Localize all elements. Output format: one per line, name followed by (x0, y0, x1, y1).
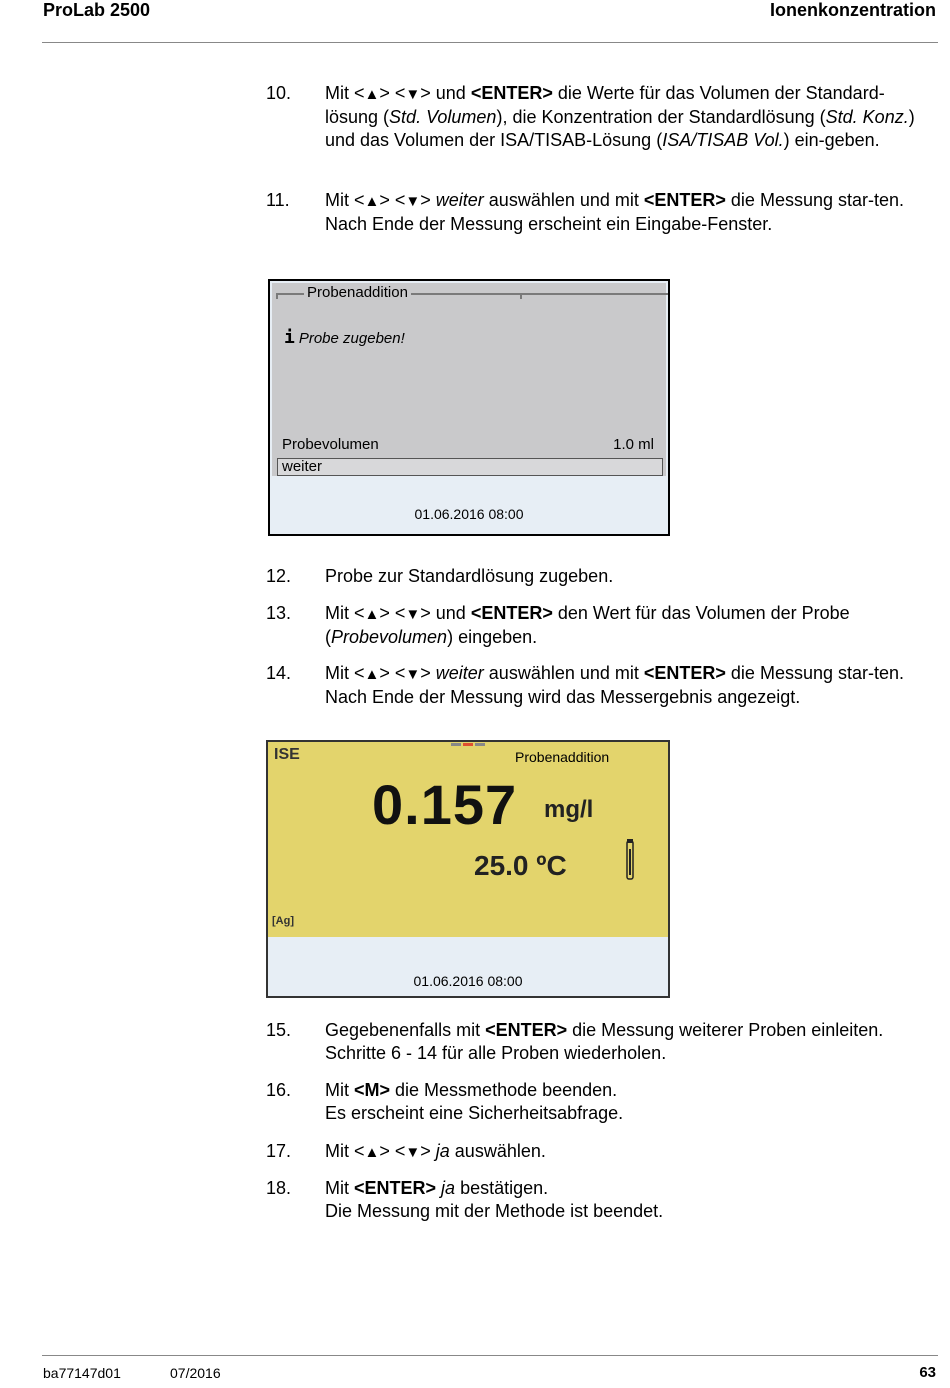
up-arrow-icon: ▲ (364, 666, 380, 683)
m-key: <M> (354, 1080, 391, 1100)
sample-volume-value[interactable]: 1.0 ml (613, 436, 654, 453)
down-arrow-icon: ▼ (405, 666, 421, 683)
header-section: Ionenkonzentration (770, 0, 936, 20)
temperature-value: 25.0 ºC (474, 850, 567, 881)
up-arrow-icon: ▲ (364, 193, 380, 210)
datetime: 01.06.2016 08:00 (414, 506, 524, 522)
step-number: 15. (266, 1020, 292, 1040)
info-message: i Probe zugeben! (284, 327, 405, 348)
up-arrow-icon: ▲ (364, 1144, 380, 1161)
enter-key: <ENTER> (470, 603, 553, 623)
page-number: 63 (919, 1364, 936, 1381)
down-arrow-icon: ▼ (405, 86, 421, 103)
enter-key: <ENTER> (485, 1020, 568, 1040)
enter-key: <ENTER> (354, 1178, 437, 1198)
enter-key: <ENTER> (470, 83, 553, 103)
up-arrow-icon: ▲ (364, 606, 380, 623)
screen-title: Probenaddition (304, 284, 411, 301)
step-number: 12. (266, 566, 292, 586)
step-number: 18. (266, 1178, 292, 1198)
sample-volume-label: Probevolumen (282, 436, 379, 453)
step-number: 11. (266, 190, 290, 210)
step-number: 16. (266, 1080, 292, 1100)
datetime: 01.06.2016 08:00 (413, 973, 523, 989)
footer-rule (42, 1355, 938, 1356)
meter-screen-input (268, 279, 670, 536)
status-indicator-icon (451, 743, 489, 747)
electrode-icon (624, 839, 636, 881)
enter-key: <ENTER> (643, 663, 726, 683)
continue-menu-item[interactable]: weiter (277, 458, 663, 476)
enter-key: <ENTER> (643, 190, 726, 210)
info-icon: i (284, 327, 295, 348)
step-number: 13. (266, 603, 292, 623)
footer-date: 07/2016 (170, 1365, 221, 1381)
down-arrow-icon: ▼ (405, 193, 421, 210)
footer-doc-number: ba77147d01 (43, 1365, 121, 1381)
mode-label: ISE (274, 746, 300, 763)
up-arrow-icon: ▲ (364, 86, 380, 103)
method-label: Probenaddition (515, 749, 610, 765)
step-number: 10. (266, 83, 292, 103)
measured-value: 0.157 (372, 773, 518, 836)
step-number: 17. (266, 1141, 292, 1161)
meter-screen-result (266, 740, 670, 998)
step-number: 14. (266, 663, 292, 683)
down-arrow-icon: ▼ (405, 1144, 421, 1161)
measured-unit: mg/l (544, 796, 594, 823)
header-product: ProLab 2500 (43, 0, 151, 20)
ion-label: [Ag] (272, 915, 294, 927)
header-rule (42, 42, 938, 43)
down-arrow-icon: ▼ (405, 606, 421, 623)
